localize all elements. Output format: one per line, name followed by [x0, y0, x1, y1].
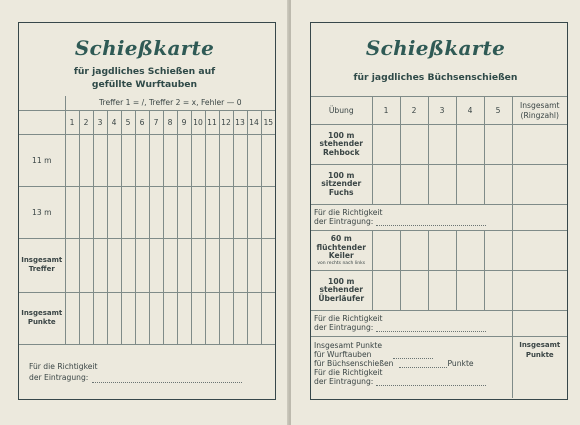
left-subtitle-1: für jagdliches Schießen auf [73, 66, 216, 77]
row-label-treffer [19, 238, 65, 292]
right-title: Schießkarte [365, 36, 506, 60]
row-label-line: 60 m [330, 234, 352, 244]
col-header: 6 [135, 110, 149, 134]
left-column-header-row [19, 110, 275, 134]
row-label-13m: 13 m [19, 186, 65, 238]
col-header: 12 [219, 110, 233, 134]
summary-line: für Büchsenschießen [314, 359, 394, 368]
total-label-line: Insgesamt [519, 341, 561, 349]
signature-line [92, 382, 242, 383]
row-label-line: 100 m [328, 170, 355, 180]
col-header: 15 [261, 110, 275, 134]
row-label-fuchs [311, 165, 372, 205]
row-label-line: Insgesamt [21, 256, 63, 264]
col-header: 2 [400, 97, 428, 125]
row-label-line: 100 m [328, 130, 355, 140]
col-header: 4 [107, 110, 121, 134]
row-label-line: Überläufer [318, 293, 365, 303]
right-check-row-2 [311, 311, 567, 337]
header-total [512, 97, 567, 125]
check-label-2 [311, 311, 512, 337]
left-row-11m [19, 134, 275, 186]
col-header: 14 [247, 110, 261, 134]
col-header: 5 [121, 110, 135, 134]
right-row-rehbock [311, 125, 567, 165]
right-row-fuchs [311, 165, 567, 205]
col-header: 4 [456, 97, 484, 125]
summary-block [311, 337, 512, 398]
summary-line: für Wurftauben [314, 350, 372, 359]
row-label-line: flüchtender [316, 242, 366, 252]
row-label-line: Keiler [328, 251, 354, 261]
total-points-cell [512, 337, 567, 398]
col-header: 3 [93, 110, 107, 134]
left-footer [29, 361, 242, 383]
row-label-punkte [19, 292, 65, 344]
right-row-keiler [311, 231, 567, 271]
right-row-ueberlaeufer [311, 271, 567, 311]
col-header: 1 [372, 97, 400, 125]
left-score-table [19, 96, 275, 345]
col-header: 5 [484, 97, 512, 125]
summary-line: Für die Richtigkeit [314, 368, 383, 377]
row-label-line: Rehbock [322, 147, 360, 157]
row-label-line: stehender [319, 139, 364, 149]
row-label-ueberlaeufer [311, 271, 372, 311]
row-label-line: stehender [319, 285, 364, 295]
check-line: Für die Richtigkeit [314, 314, 383, 323]
check-line: Für die Richtigkeit [314, 208, 383, 217]
left-footer-line1: Für die Richtigkeit [29, 362, 98, 371]
row-label-keiler [311, 231, 372, 271]
signature-line [376, 331, 486, 332]
right-subtitle: für jagdliches Büchsenschießen [353, 72, 518, 83]
row-label-line: sitzender [321, 179, 362, 189]
col-header: 1 [65, 110, 79, 134]
points-line [399, 367, 447, 368]
row-label-note: von rechts nach links [317, 260, 366, 266]
signature-line [376, 225, 486, 226]
summary-line: der Eintragung: [314, 377, 374, 386]
check-line: der Eintragung: [314, 322, 374, 332]
left-row-13m [19, 186, 275, 238]
row-label-11m: 11 m [19, 134, 65, 186]
col-header: 13 [233, 110, 247, 134]
summary-punkte: Punkte [447, 359, 474, 368]
right-score-table [311, 96, 567, 398]
col-header: 2 [79, 110, 93, 134]
left-row-punkte [19, 292, 275, 344]
col-header: 7 [149, 110, 163, 134]
total-label-line: Punkte [525, 351, 554, 359]
col-header: 9 [177, 110, 191, 134]
right-page [291, 0, 580, 425]
left-footer-line2: der Eintragung: [29, 373, 89, 382]
left-row-treffer [19, 238, 275, 292]
left-title: Schießkarte [74, 36, 215, 60]
row-label-line: Treffer [28, 265, 55, 273]
left-page [0, 0, 289, 425]
check-label-1 [311, 205, 512, 231]
left-subtitle-2: gefüllte Wurftauben [91, 79, 198, 90]
summary-line: Insgesamt Punkte [314, 341, 383, 350]
right-header-row [311, 97, 567, 125]
col-header: 3 [428, 97, 456, 125]
check-line: der Eintragung: [314, 216, 374, 226]
header-uebung: Übung [311, 97, 372, 125]
right-check-row-1 [311, 205, 567, 231]
row-label-line: Fuchs [328, 187, 354, 197]
row-label-line: 100 m [328, 276, 355, 286]
header-total-line: Insgesamt [520, 100, 560, 110]
row-label-line: Insgesamt [21, 309, 63, 317]
row-label-line: Punkte [27, 318, 56, 326]
col-header: 10 [191, 110, 205, 134]
col-header: 8 [163, 110, 177, 134]
right-summary-row [311, 337, 567, 398]
col-header: 11 [205, 110, 219, 134]
left-legend: Treffer 1 = /, Treffer 2 = x, Fehler — 0 [65, 96, 275, 110]
row-label-rehbock [311, 125, 372, 165]
signature-line [376, 385, 486, 386]
header-total-line: (Ringzahl) [520, 110, 559, 120]
